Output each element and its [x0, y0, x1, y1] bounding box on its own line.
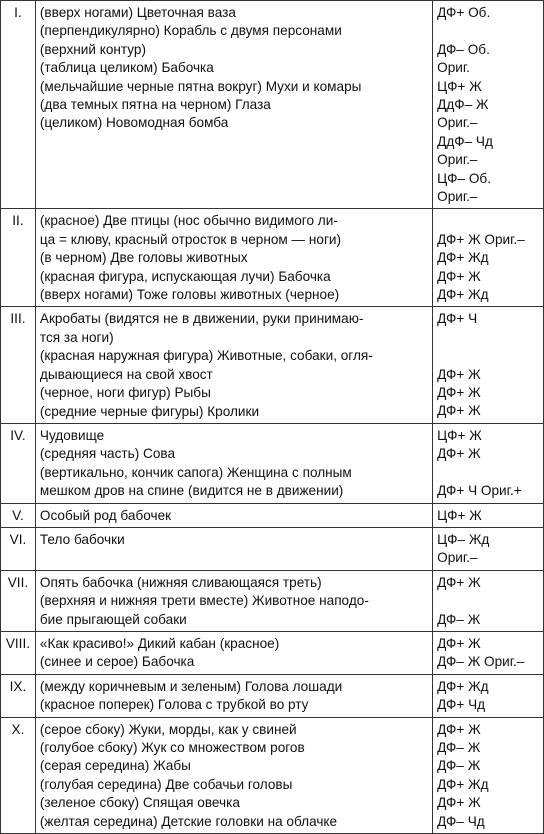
response-line: ца = клюву, красный отросток в черном — ноги) [39, 231, 342, 247]
response-line: Опять бабочка (нижняя сливающаяся треть) [39, 574, 322, 590]
responses-cell [35, 527, 432, 570]
response-line [40, 133, 428, 151]
response-line: Тело бабочки [39, 531, 125, 547]
card-number-cell [1, 1, 36, 209]
scoring-code: ЦФ+ Ж [437, 427, 482, 443]
responses-cell [35, 209, 432, 307]
scoring-code: ДФ+ Ж [437, 795, 481, 811]
scoring-code [437, 464, 539, 482]
scoring-code: Ориг.– [437, 152, 478, 168]
response-line: (целиком) Новомодная бомба [39, 115, 229, 131]
response-line: Особый род бабочек [39, 507, 172, 523]
response-line: (зеленое сбоку) Спящая овечка [39, 795, 240, 811]
scoring-code [437, 212, 539, 230]
card-number: VII. [7, 574, 29, 590]
response-line: «Как красиво!» Дикий кабан (красное) [39, 635, 280, 651]
response-line: (серая середина) Жабы [39, 758, 191, 774]
scoring-code: ДФ+ Ж [437, 635, 481, 651]
response-line: (красное) Две птицы (нос обычно видимого ли- [39, 213, 338, 229]
response-line: (вертикально, кончик сапога) Женщина с полным [39, 464, 352, 480]
scoring-cell [433, 503, 544, 527]
scoring-code [437, 347, 539, 365]
card-number-cell [1, 570, 36, 631]
responses-cell [35, 674, 432, 717]
scoring-code: ДФ+ Жд [437, 250, 489, 266]
response-line: (черное, ноги фигур) Рыбы [39, 385, 211, 401]
table-row [1, 631, 544, 674]
card-number: II. [12, 213, 24, 229]
response-line: тся за ноги) [39, 329, 114, 345]
card-number: IV. [10, 427, 26, 443]
scoring-code [437, 329, 539, 347]
scoring-code: ДФ+ Ж [437, 721, 481, 737]
scoring-code: ДФ+ Ж Ориг.– [437, 231, 525, 247]
response-line: Акробаты (видятся не в движении, руки принимаю- [39, 311, 364, 327]
table-row [1, 503, 544, 527]
scoring-code: ДдФ– Чд [437, 133, 493, 149]
card-number-cell [1, 423, 36, 503]
scoring-cell [433, 631, 544, 674]
scoring-code: ДФ+ Чд [437, 697, 486, 713]
scoring-code: ДФ+ Ж [437, 268, 481, 284]
scoring-code: ДФ+ Жд [437, 287, 489, 303]
responses-cell [35, 503, 432, 527]
card-number-cell [1, 674, 36, 717]
scoring-code: ДФ+ Ж [437, 385, 481, 401]
table-row [1, 423, 544, 503]
response-line: мешком дров на спине (видится не в движении) [39, 483, 344, 499]
scoring-code: ДФ– Чд [437, 813, 485, 829]
response-line: (голубая середина) Две собачьи головы [39, 776, 293, 792]
response-line: (красная фигура, испускающая лучи) Бабочка [39, 268, 331, 284]
scoring-cell [433, 674, 544, 717]
scoring-cell [433, 717, 544, 833]
response-line: (красное поперек) Голова с трубкой во рту [39, 697, 309, 713]
scoring-code: ДФ– Ж Ориг.– [437, 654, 525, 670]
scoring-code: ДФ+ Ч [437, 311, 478, 327]
card-number: X. [11, 721, 25, 737]
card-number-cell [1, 631, 36, 674]
card-number-cell [1, 527, 36, 570]
scoring-cell [433, 423, 544, 503]
scoring-code [437, 22, 539, 40]
scoring-code: ДФ+ Ч Ориг.+ [437, 483, 522, 499]
table-row [1, 209, 544, 307]
response-line [40, 188, 428, 206]
response-line: бие прыгающей собаки [39, 611, 187, 627]
response-line: (желтая середина) Детские головки на облачке [39, 813, 338, 829]
table-row [1, 1, 544, 209]
response-line: (мельчайшие черные пятна вокруг) Мухи и комары [39, 78, 362, 94]
scoring-code: Ориг.– [437, 189, 478, 205]
scoring-code: ДФ– Ж [437, 758, 481, 774]
scoring-cell [433, 1, 544, 209]
response-line: (вверх ногами) Тоже головы животных (черное) [39, 287, 340, 303]
scoring-code: ДФ+ Ж [437, 574, 481, 590]
card-number-cell [1, 209, 36, 307]
scoring-code: ДФ– Ж [437, 611, 481, 627]
response-line: (перпендикулярно) Корабль с двумя персонами [39, 23, 342, 39]
response-line: (голубое сбоку) Жук со множеством рогов [39, 740, 305, 756]
card-number: III. [10, 311, 26, 327]
scoring-code: ЦФ– Жд [437, 531, 490, 547]
scoring-code: Ориг.– [437, 550, 478, 566]
table-row [1, 717, 544, 833]
scoring-code: ЦФ+ Ж [437, 78, 482, 94]
responses-cell [35, 423, 432, 503]
card-number: IX. [9, 678, 27, 694]
scoring-cell [433, 570, 544, 631]
card-number-cell [1, 503, 36, 527]
response-line: (средняя часть) Сова [39, 446, 176, 462]
scoring-cell [433, 527, 544, 570]
response-line [40, 151, 428, 169]
response-line: Чудовище [39, 427, 105, 443]
scoring-code: ДдФ– Ж [437, 97, 489, 113]
response-line: (средние черные фигуры) Кролики [39, 403, 260, 419]
responses-cell [35, 1, 432, 209]
table-row [1, 674, 544, 717]
response-line [40, 170, 428, 188]
scoring-code: ДФ– Об. [437, 41, 490, 57]
responses-cell [35, 717, 432, 833]
scoring-code: Ориг. [437, 60, 470, 76]
card-number: V. [12, 507, 24, 523]
response-line: (между коричневым и зеленым) Голова лошади [39, 678, 343, 694]
scoring-cell [433, 209, 544, 307]
card-number: VI. [9, 531, 27, 547]
response-line: дывающиеся на свой хвост [39, 366, 213, 382]
scoring-code: ДФ+ Жд [437, 776, 489, 792]
scoring-cell [433, 307, 544, 423]
scoring-code: ЦФ+ Ж [437, 507, 482, 523]
scoring-code: ДФ+ Жд [437, 678, 489, 694]
card-number-cell [1, 717, 36, 833]
response-line [40, 549, 428, 567]
response-line: (таблица целиком) Бабочка [39, 60, 214, 76]
responses-cell [35, 570, 432, 631]
table-row [1, 570, 544, 631]
response-line: (вверх ногами) Цветочная ваза [39, 5, 236, 20]
response-line: (в черном) Две головы животных [39, 250, 248, 266]
responses-cell [35, 631, 432, 674]
response-line: (синее и серое) Бабочка [39, 654, 195, 670]
response-line: (верхний контур) [39, 41, 146, 57]
scoring-code: ЦФ– Об. [437, 170, 491, 186]
scoring-code: ДФ+ Ж [437, 403, 481, 419]
response-line: (красная наружная фигура) Животные, собаки, огля- [39, 348, 373, 364]
response-line: (серое сбоку) Жуки, морды, как у свиней [39, 721, 297, 737]
scoring-code: ДФ+ Об. [437, 5, 491, 20]
card-number-cell [1, 307, 36, 423]
scoring-code: ДФ– Ж [437, 740, 481, 756]
scoring-code: Ориг.– [437, 115, 478, 131]
table-body [1, 1, 544, 834]
response-line: (два темных пятна на черном) Глаза [39, 97, 271, 113]
scoring-code [437, 592, 539, 610]
card-number: I. [14, 5, 22, 20]
scoring-code: ДФ+ Ж [437, 446, 481, 462]
table-row [1, 307, 544, 423]
card-number: VIII. [5, 635, 31, 651]
responses-cell [35, 307, 432, 423]
scoring-code: ДФ+ Ж [437, 366, 481, 382]
response-line: (верхняя и нижняя трети вместе) Животное наподо- [39, 593, 369, 609]
table-row [1, 527, 544, 570]
